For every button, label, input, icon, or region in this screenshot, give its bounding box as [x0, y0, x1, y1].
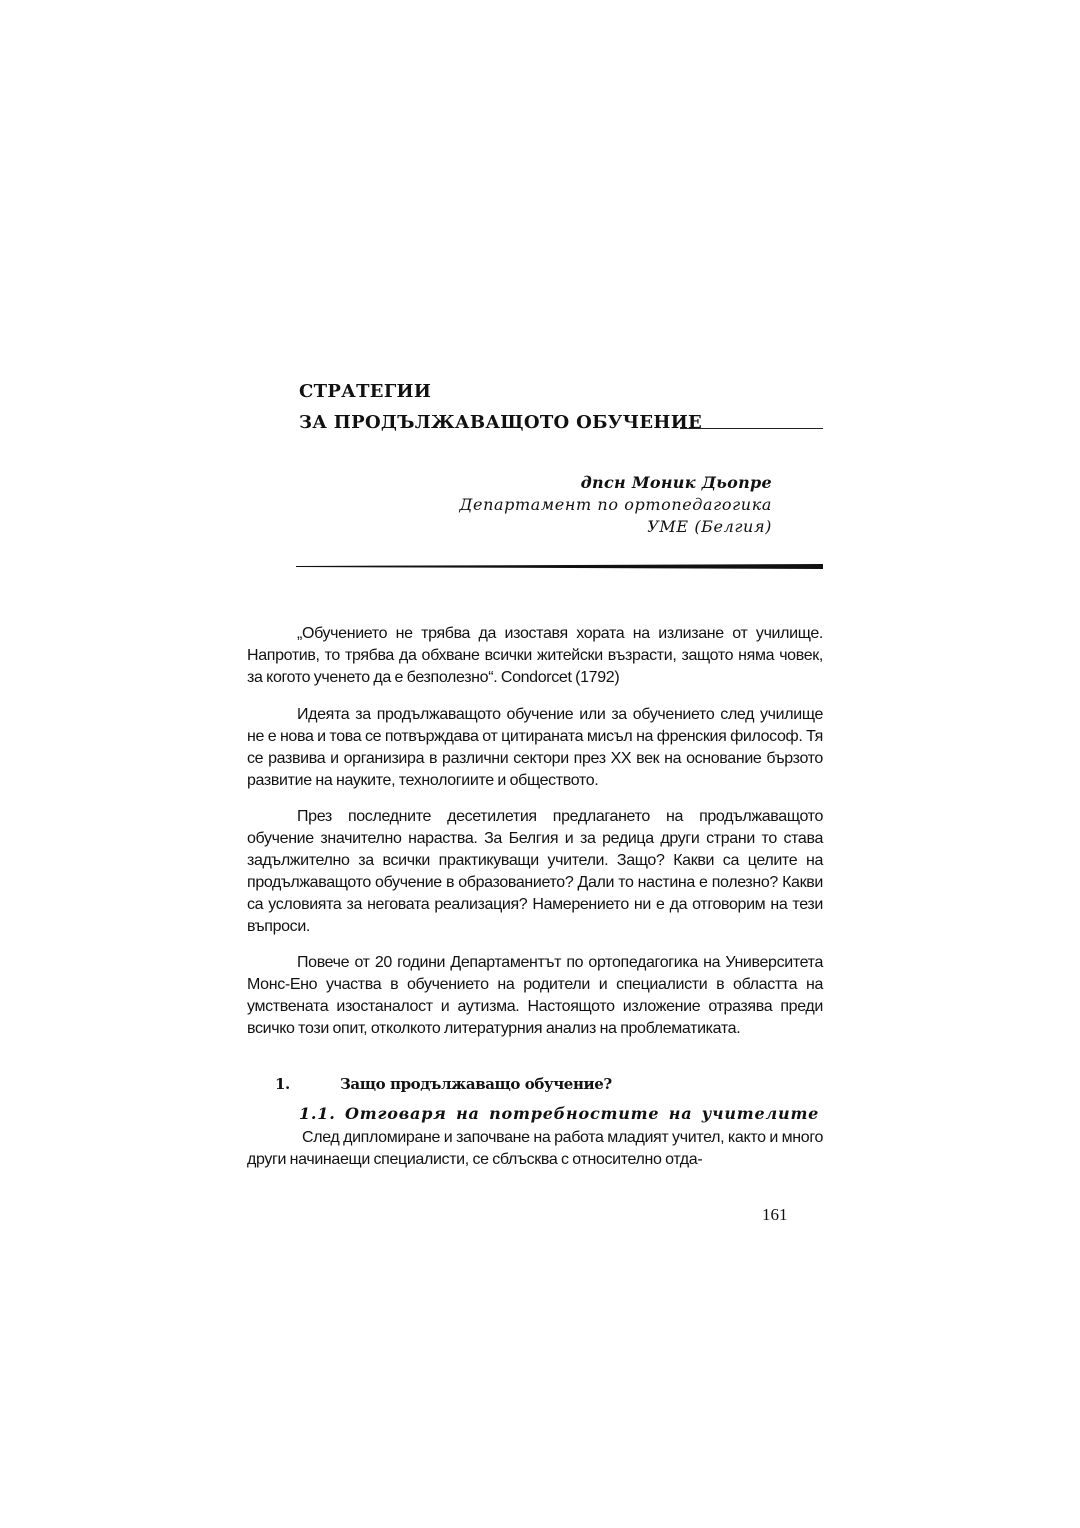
- paragraph-text: След дипломиране и започване на работа младият учител, както и много други начинаещи специалисти, се сблъсква с относително отда-: [247, 1129, 823, 1168]
- section-number: 1.: [275, 1075, 290, 1093]
- body-paragraph-4: [247, 952, 823, 1040]
- paragraph-text: Повече от 20 години Департаментът по ортопедагогика на Университета Монс-Ено участва в обучението на родители и специалисти в областта на умствената изостаналост и аутизма. Настоящото изложение отразява преди всичко този опит, отколкото литературния анализ на проблематиката.: [247, 954, 823, 1037]
- paragraph-text: „Обучението не трябва да изоставя хората на излизане от училище. Напротив, то трябва да обхване всички житейски възрасти, защото няма човек, за когото ученето да е безполезно“. Condorcet (1792): [247, 625, 823, 686]
- author-name: дпсн Моник Дьопре: [580, 473, 772, 492]
- header-divider: [296, 564, 823, 569]
- subsection-title: 1.1. Отговаря на потребностите на учителите: [299, 1104, 820, 1123]
- body-paragraph-3: [247, 806, 823, 938]
- paragraph-text: През последните десетилетия предлагането на продължаващото обучение значително нараства. За Белгия и за редица други страни то става задължително за всички практикуващи учители. Защо? Какви са целите на продължаващото обучение в образованието? Дали то настина е полезно? Какви са условията за неговата реализация? Намерението ни е да отговорим на тези въпроси.: [247, 808, 823, 935]
- author-block: [459, 472, 772, 538]
- body-paragraph-2: [247, 704, 823, 792]
- title-rule: [680, 428, 823, 429]
- author-department: Департамент по ортопедагогика: [459, 495, 772, 514]
- quote-paragraph: [247, 623, 823, 689]
- article-title-line-1: СТРАТЕГИИ: [299, 381, 432, 402]
- section-title: Защо продължаващо обучение?: [340, 1075, 612, 1093]
- body-paragraph-5: [247, 1127, 823, 1171]
- page-number: 161: [762, 1205, 788, 1224]
- author-institution: УМЕ (Белгия): [647, 517, 772, 536]
- article-title-line-2: ЗА ПРОДЪЛЖАВАЩОТО ОБУЧЕНИЕ: [299, 412, 703, 433]
- paragraph-text: Идеята за продължаващото обучение или за обучението след училище не е нова и това се потвърждава от цитираната мисъл на френския философ. Тя се развива и организира в различни сектори през ХХ век на основание бързото развитие на науките, технологиите и обществото.: [247, 706, 823, 789]
